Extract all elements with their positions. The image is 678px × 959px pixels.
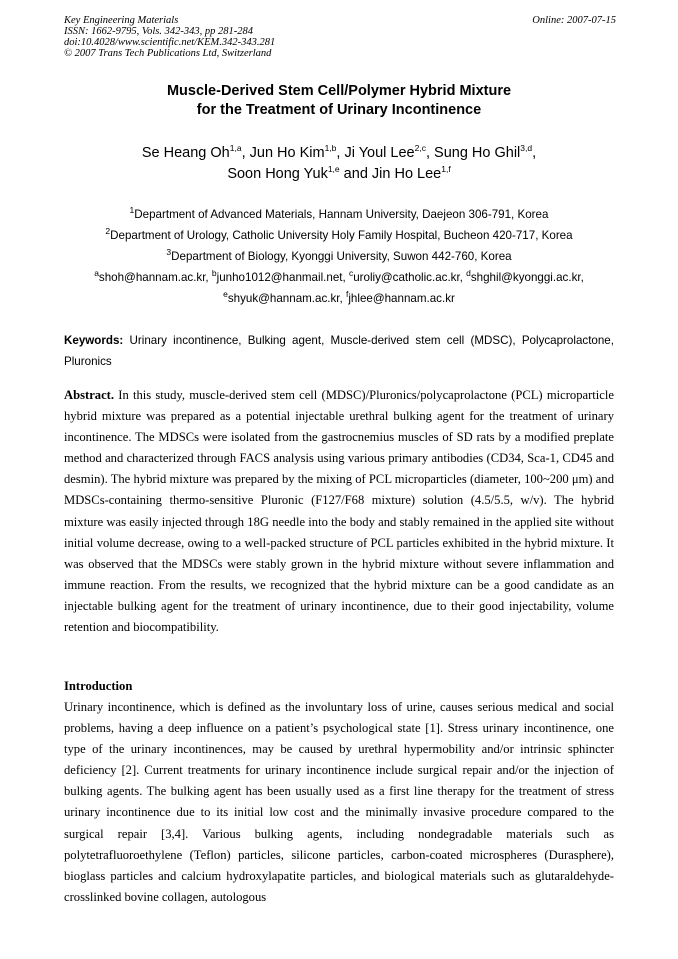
title-line-1: Muscle-Derived Stem Cell/Polymer Hybrid Mixture (166, 83, 512, 99)
journal-header (64, 15, 616, 59)
email: shyuk@hannam.ac.kr, (227, 292, 346, 305)
introduction-text: Urinary incontinence, which is defined as the involuntary loss of urine, causes serious medical and social problems, having a deep influence on a patient’s psychological state [1]. Stress urinary incontinence, one type of the urinary incontinences, may be caused by urethral hypermobility and/or intrinsic sphincter deficiency [2]. Current treatments for urinary incontinence include surgical repair and/or the injection of bulking agents. The bulking agent has been usually used as a first line therapy for the treatment of stress urinary incontinence due to its initial low cost and the minimally invasive procedure compared to the surgical repair [3,4]. Various bulking agents, including nondegradable materials such as polytetrafluoroethylene (Teflon) particles, silicone particles, carbon-coated microspheres (Durasphere), bioglass particles and calcium hydroxylapatite particles, and biological materials such as glutaraldehyde-crosslinked bovine collagen, autologous (64, 700, 614, 904)
author-sep: , (241, 145, 250, 161)
author-name: Se Heang Oh (141, 145, 230, 161)
email-sup: a (94, 268, 99, 279)
author-sup: 1,a (229, 143, 242, 154)
keywords-block (64, 330, 614, 372)
author-sep: , (336, 145, 345, 161)
online-date: Online: 2007-07-15 (532, 15, 616, 26)
section-heading-introduction: Introduction (64, 679, 133, 693)
abstract-text: In this study, muscle-derived stem cell (MDSC)/Pluronics/polycaprolactone (PCL) microparticle hybrid mixture was prepared as a potential injectable urethral bulking agent for the treatment of urinary incontinence. The MDSCs were isolated from the gastrocnemius muscles of SD rats by a modified preplate method and characterized through FACS analysis using various primary antibodies (CD34, Sca-1, CD45 and desmin). The hybrid mixture was prepared by the mixing of PCL microparticles (diameter, 100~200 μm) and MDSCs-containing thermo-sensitive Pluronic (F127/F68 mixture) solution (4.5/5.5, w/v). The hybrid mixture was easily injected through 18G needle into the body and stably remained in the applied site without initial volume decrease, owing to a well-packed structure of PCL particles exhibited in the hybrid mixture. It was observed that the MDSCs were stably grown in the hybrid mixture without severe inflammation and immune reaction. From the results, we recognized that the hybrid mixture can be a good candidate as an injectable bulking agent for the treatment of urinary incontinence, due to their good injectability, volume retention and biocompatibility. (64, 388, 614, 635)
copyright-line: © 2007 Trans Tech Publications Ltd, Switzerland (64, 48, 272, 59)
affiliation-sup: 3 (166, 247, 172, 258)
author-line-2 (64, 164, 614, 185)
author-name: Jun Ho Kim (249, 145, 325, 161)
email-line-1 (64, 267, 614, 288)
author-sup: 1,f (441, 164, 451, 175)
email-sup: b (211, 268, 217, 279)
author-name: Sung Ho Ghil (434, 145, 521, 161)
issn-line: ISSN: 1662-9795, Vols. 342-343, pp 281-284 (64, 26, 253, 37)
paper-title (64, 82, 614, 120)
author-sep: , (425, 145, 435, 161)
affiliation-sup: 1 (129, 205, 135, 216)
author-sup: 1,e (327, 164, 340, 175)
title-line-2: for the Treatment of Urinary Incontinence (196, 102, 482, 118)
author-sep: and (339, 166, 372, 182)
keywords-label: Keywords: (64, 334, 124, 347)
email-sup: f (345, 289, 349, 300)
email: shoh@hannam.ac.kr, (98, 271, 212, 284)
email: uroliy@catholic.ac.kr, (353, 271, 467, 284)
email: jhlee@hannam.ac.kr (348, 292, 455, 305)
email: junho1012@hanmail.net, (216, 271, 349, 284)
affiliation-text: Department of Urology, Catholic University Holy Family Hospital, Bucheon 420-717, Korea (110, 229, 573, 242)
affiliations (64, 204, 614, 309)
author-sep: , (532, 145, 537, 161)
author-sup: 2,c (414, 143, 426, 154)
author-list (64, 143, 614, 185)
abstract-label: Abstract. (64, 388, 115, 402)
email: shghil@kyonggi.ac.kr, (470, 271, 584, 284)
affiliation-2 (64, 225, 614, 246)
author-name: Soon Hong Yuk (227, 166, 328, 182)
author-line-1 (64, 143, 614, 164)
author-sup: 1,b (324, 143, 337, 154)
affiliation-sup: 2 (105, 226, 111, 237)
affiliation-1 (64, 204, 614, 225)
author-name: Ji Youl Lee (344, 145, 415, 161)
journal-name: Key Engineering Materials (64, 15, 179, 26)
author-sup: 3,d (520, 143, 533, 154)
abstract-block (64, 385, 614, 638)
affiliation-text: Department of Biology, Kyonggi University, Suwon 442-760, Korea (171, 250, 512, 263)
author-name: Jin Ho Lee (371, 166, 442, 182)
email-line-2 (64, 288, 614, 309)
doi-line: doi:10.4028/www.scientific.net/KEM.342-343.281 (64, 37, 276, 48)
email-sup: d (466, 268, 471, 279)
email-sup: c (348, 268, 354, 279)
email-sup: e (223, 289, 228, 300)
keywords-text: Urinary incontinence, Bulking agent, Muscle-derived stem cell (MDSC), Polycaprolactone, Pluronics (64, 334, 614, 368)
affiliation-3 (64, 246, 614, 267)
affiliation-text: Department of Advanced Materials, Hannam University, Daejeon 306-791, Korea (134, 208, 549, 221)
